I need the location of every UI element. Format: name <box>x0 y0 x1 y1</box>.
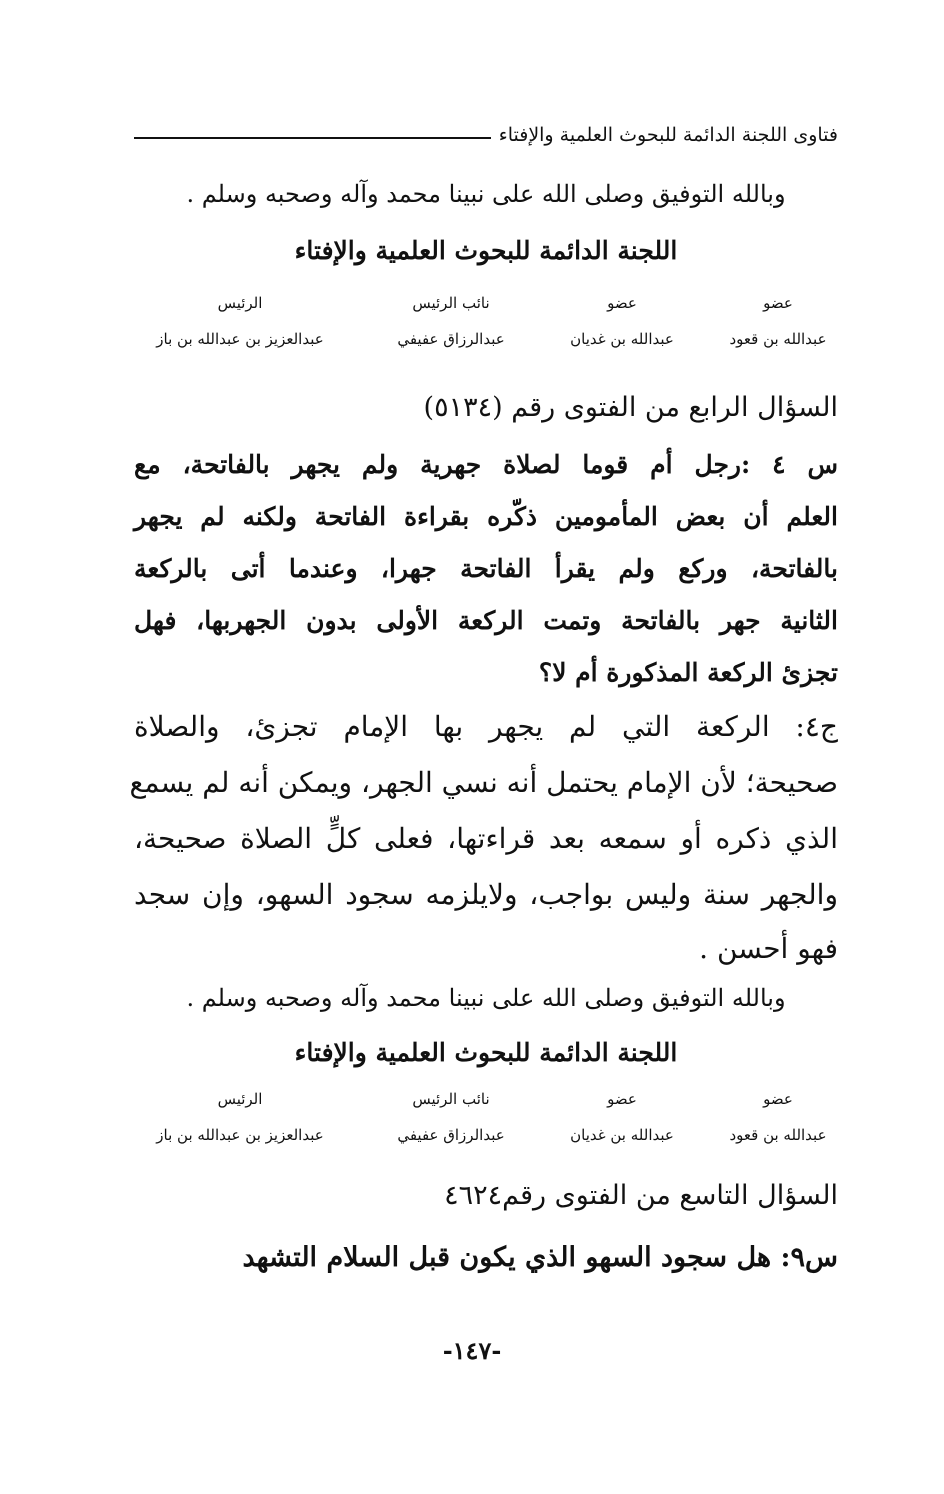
question-4-line: الثانية جهر بالفاتحة وتمت الركعة الأولى بدون الجهربها، فهل <box>134 606 838 635</box>
question-4-title: السؤال الرابع من الفتوى رقم (٥١٣٤) <box>423 392 838 423</box>
signature-role: عضو <box>607 294 637 312</box>
question-4-line: تجزئ الركعة المذكورة أم لا؟ <box>538 658 838 687</box>
question-9-title: السؤال التاسع من الفتوى رقم٤٦٢٤ <box>444 1180 838 1211</box>
signature-roles-2 <box>140 1090 838 1108</box>
signature-role: نائب الرئيس <box>412 294 490 312</box>
question-4-line: العلم أن بعض المأمومين ذكّره بقراءة الفاتحة ولكنه لم يجهر <box>134 502 838 531</box>
signature-names-2 <box>140 1126 838 1144</box>
committee-title-1: اللجنة الدائمة للبحوث العلمية والإفتاء <box>294 236 678 265</box>
signature-role: الرئيس <box>217 1090 263 1108</box>
page-number: -١٤٧- <box>442 1336 502 1365</box>
signature-name: عبدالله بن غديان <box>570 1126 674 1144</box>
signature-name: عبدالعزيز بن عبدالله بن باز <box>156 1126 324 1144</box>
closing-line-1: وبالله التوفيق وصلى الله على نبينا محمد وآله وصحبه وسلم . <box>186 180 786 208</box>
answer-4-line: فهو أحسن . <box>699 932 838 965</box>
signature-role: نائب الرئيس <box>412 1090 490 1108</box>
signature-name: عبدالله بن قعود <box>729 330 827 348</box>
signature-roles-1 <box>140 294 838 312</box>
signature-role: عضو <box>607 1090 637 1108</box>
header-title: فتاوى اللجنة الدائمة للبحوث العلمية والإفتاء <box>498 124 838 146</box>
signature-name: عبدالعزيز بن عبدالله بن باز <box>156 330 324 348</box>
answer-4-line: والجهر سنة وليس بواجب، ولايلزمه سجود السهو، وإن سجد <box>134 878 838 911</box>
signature-name: عبدالرزاق عفيفي <box>397 330 505 348</box>
signature-role: عضو <box>763 1090 793 1108</box>
question-9-line: س٩: هل سجود السهو الذي يكون قبل السلام التشهد <box>242 1242 838 1273</box>
committee-title-2: اللجنة الدائمة للبحوث العلمية والإفتاء <box>294 1038 678 1067</box>
signature-role: الرئيس <box>217 294 263 312</box>
answer-4-line: صحيحة؛ لأن الإمام يحتمل أنه نسي الجهر، ويمكن أنه لم يسمع <box>129 766 838 799</box>
question-4-line: بالفاتحة، وركع ولم يقرأ الفاتحة جهرا، وعندما أتى بالركعة <box>134 554 838 583</box>
header-rule <box>134 137 491 139</box>
signature-role: عضو <box>763 294 793 312</box>
answer-4-line: ج٤: الركعة التي لم يجهر بها الإمام تجزئ، والصلاة <box>134 710 838 743</box>
signature-name: عبدالله بن غديان <box>570 330 674 348</box>
closing-line-2: وبالله التوفيق وصلى الله على نبينا محمد وآله وصحبه وسلم . <box>186 984 786 1012</box>
running-header <box>134 115 838 155</box>
signature-name: عبدالله بن قعود <box>729 1126 827 1144</box>
question-4-line: س ٤ :رجل أم قوما لصلاة جهرية ولم يجهر بالفاتحة، مع <box>134 450 838 479</box>
signature-names-1 <box>140 330 838 348</box>
signature-name: عبدالرزاق عفيفي <box>397 1126 505 1144</box>
answer-4-line: الذي ذكره أو سمعه بعد قراءتها، فعلى كلٍّ الصلاة صحيحة، <box>134 822 838 855</box>
